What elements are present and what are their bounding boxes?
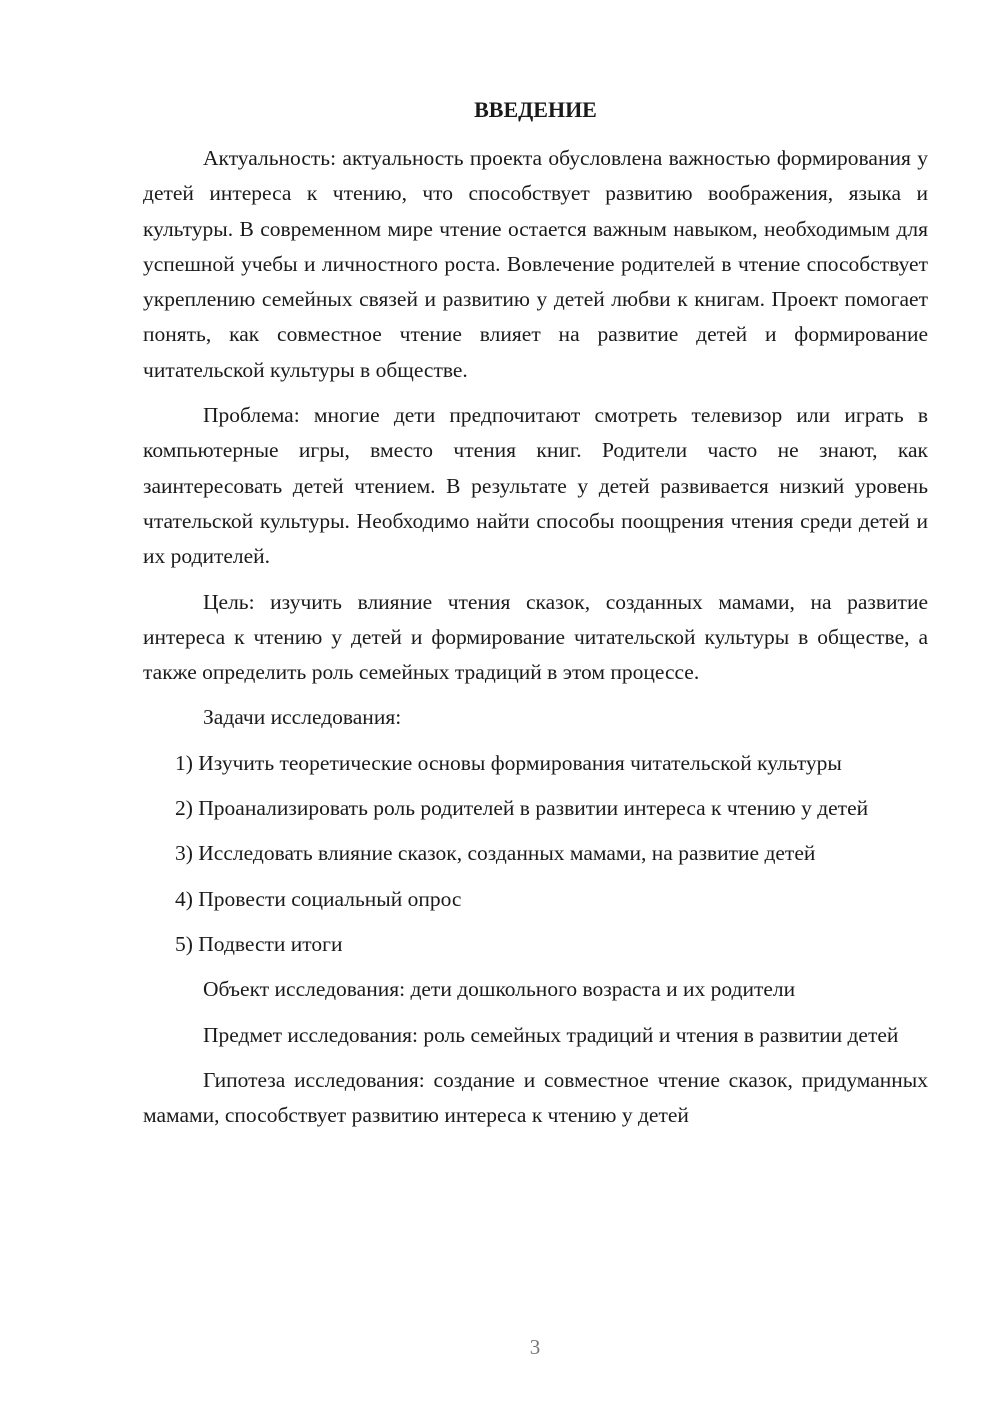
object-paragraph: Объект исследования: дети дошкольного возраста и их родители [203,977,796,1002]
document-body [143,95,928,1133]
page-number: 3 [529,1335,541,1359]
goal-paragraph: Цель: изучить влияние чтения сказок, созданных мамами, на развитие интереса к чтению у детей и формирование читательской культуры в обществе, а также определить роль семейных традиций в этом процессе. [143,589,928,685]
subject-paragraph: Предмет исследования: роль семейных традиций и чтения в развитии детей [203,1022,899,1047]
task-item: 3) Исследовать влияние сказок, созданных мамами, на развитие детей [175,841,816,866]
problem-paragraph: Проблема: многие дети предпочитают смотреть телевизор или играть в компьютерные игры, вместо чтения книг. Родители часто не знают, как заинтересовать детей чтением. В результате у детей развивается низкий уровень чтательской культуры. Необходимо найти способы поощрения чтения среди детей и их родителей. [143,403,928,569]
task-item: 1) Изучить теоретические основы формирования читательской культуры [175,750,842,775]
task-item: 5) Подвести итоги [175,931,343,956]
tasks-heading: Задачи исследования: [203,705,402,730]
task-item: 2) Проанализировать роль родителей в развитии интереса к чтению у детей [175,796,869,821]
hypothesis-paragraph: Гипотеза исследования: создание и совместное чтение сказок, придуманных мамами, способствует развитию интереса к чтению у детей [143,1067,928,1128]
page-title: ВВЕДЕНИЕ [474,97,597,122]
relevance-paragraph: Актуальность: актуальность проекта обусловлена важностью формирования у детей интереса к чтению, что способствует развитию воображения, языка и культуры. В современном мире чтение остается важным навыком, необходимым для успешной учебы и личностного роста. Вовлечение родителей в чтение способствует укреплению семейных связей и развитию у детей любви к книгам. Проект помогает понять, как совместное чтение влияет на развитие детей и формирование читательской культуры в обществе. [143,146,928,382]
task-item: 4) Провести социальный опрос [175,886,462,911]
